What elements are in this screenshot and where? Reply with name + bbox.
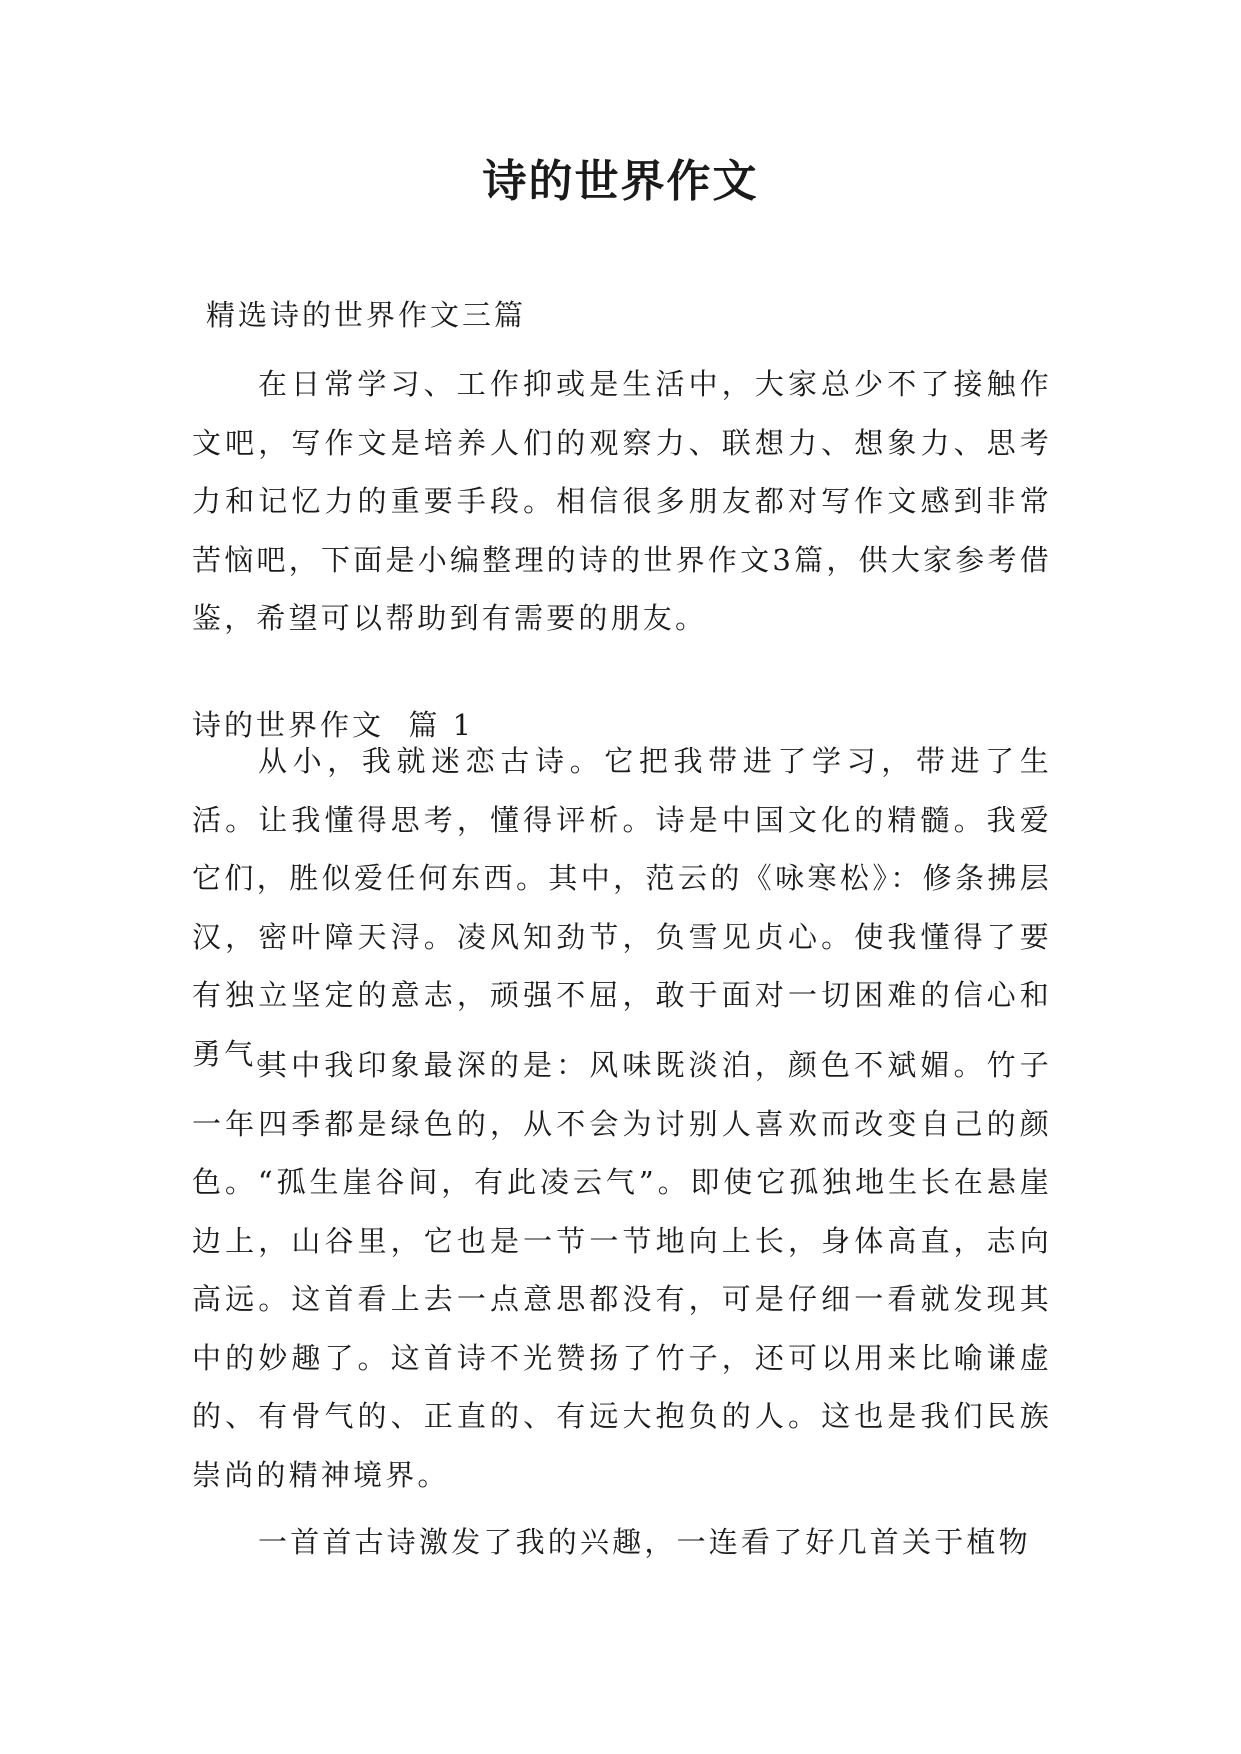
document-subtitle: 精选诗的世界作文三篇: [206, 298, 527, 332]
body-paragraph: 从小，我就迷恋古诗。它把我带进了学习，带进了生活。让我懂得思考，懂得评析。诗是中国文化的精髓。我爱它们，胜似爱任何东西。其中，范云的《咏寒松》：修条拂层汉，密叶障天浔。凌风知劲节，负雪见贞心。使我懂得了要有独立坚定的意志，顽强不屈，敢于面对一切困难的信心和勇气。: [192, 744, 1052, 1071]
document-title: 诗的世界作文: [482, 156, 759, 207]
body-paragraph: 其中我印象最深的是：风味既淡泊，颜色不斌媚。竹子一年四季都是绿色的，从不会为讨别人喜欢而改变自己的颜色。“孤生崖谷间，有此凌云气”。即使它孤独地生长在悬崖边上，山谷里，它也是一节一节地向上长，身体高直，志向高远。这首看上去一点意思都没有，可是仔细一看就发现其中的妙趣了。这首诗不光赞扬了竹子，还可以用来比喻谦虚的、有骨气的、正直的、有远大抱负的人。这也是我们民族崇尚的精神境界。: [192, 1048, 1052, 1492]
intro-paragraph: 在日常学习、工作抑或是生活中，大家总少不了接触作文吧，写作文是培养人们的观察力、联想力、想象力、思考力和记忆力的重要手段。相信很多朋友都对写作文感到非常苦恼吧，下面是小编整理的诗的世界作文3篇，供大家参考借鉴，希望可以帮助到有需要的朋友。: [192, 367, 1052, 635]
section-heading: 诗的世界作文 篇 1: [192, 708, 475, 742]
body-paragraph: 一首首古诗激发了我的兴趣，一连看了好几首关于植物: [258, 1525, 1031, 1559]
